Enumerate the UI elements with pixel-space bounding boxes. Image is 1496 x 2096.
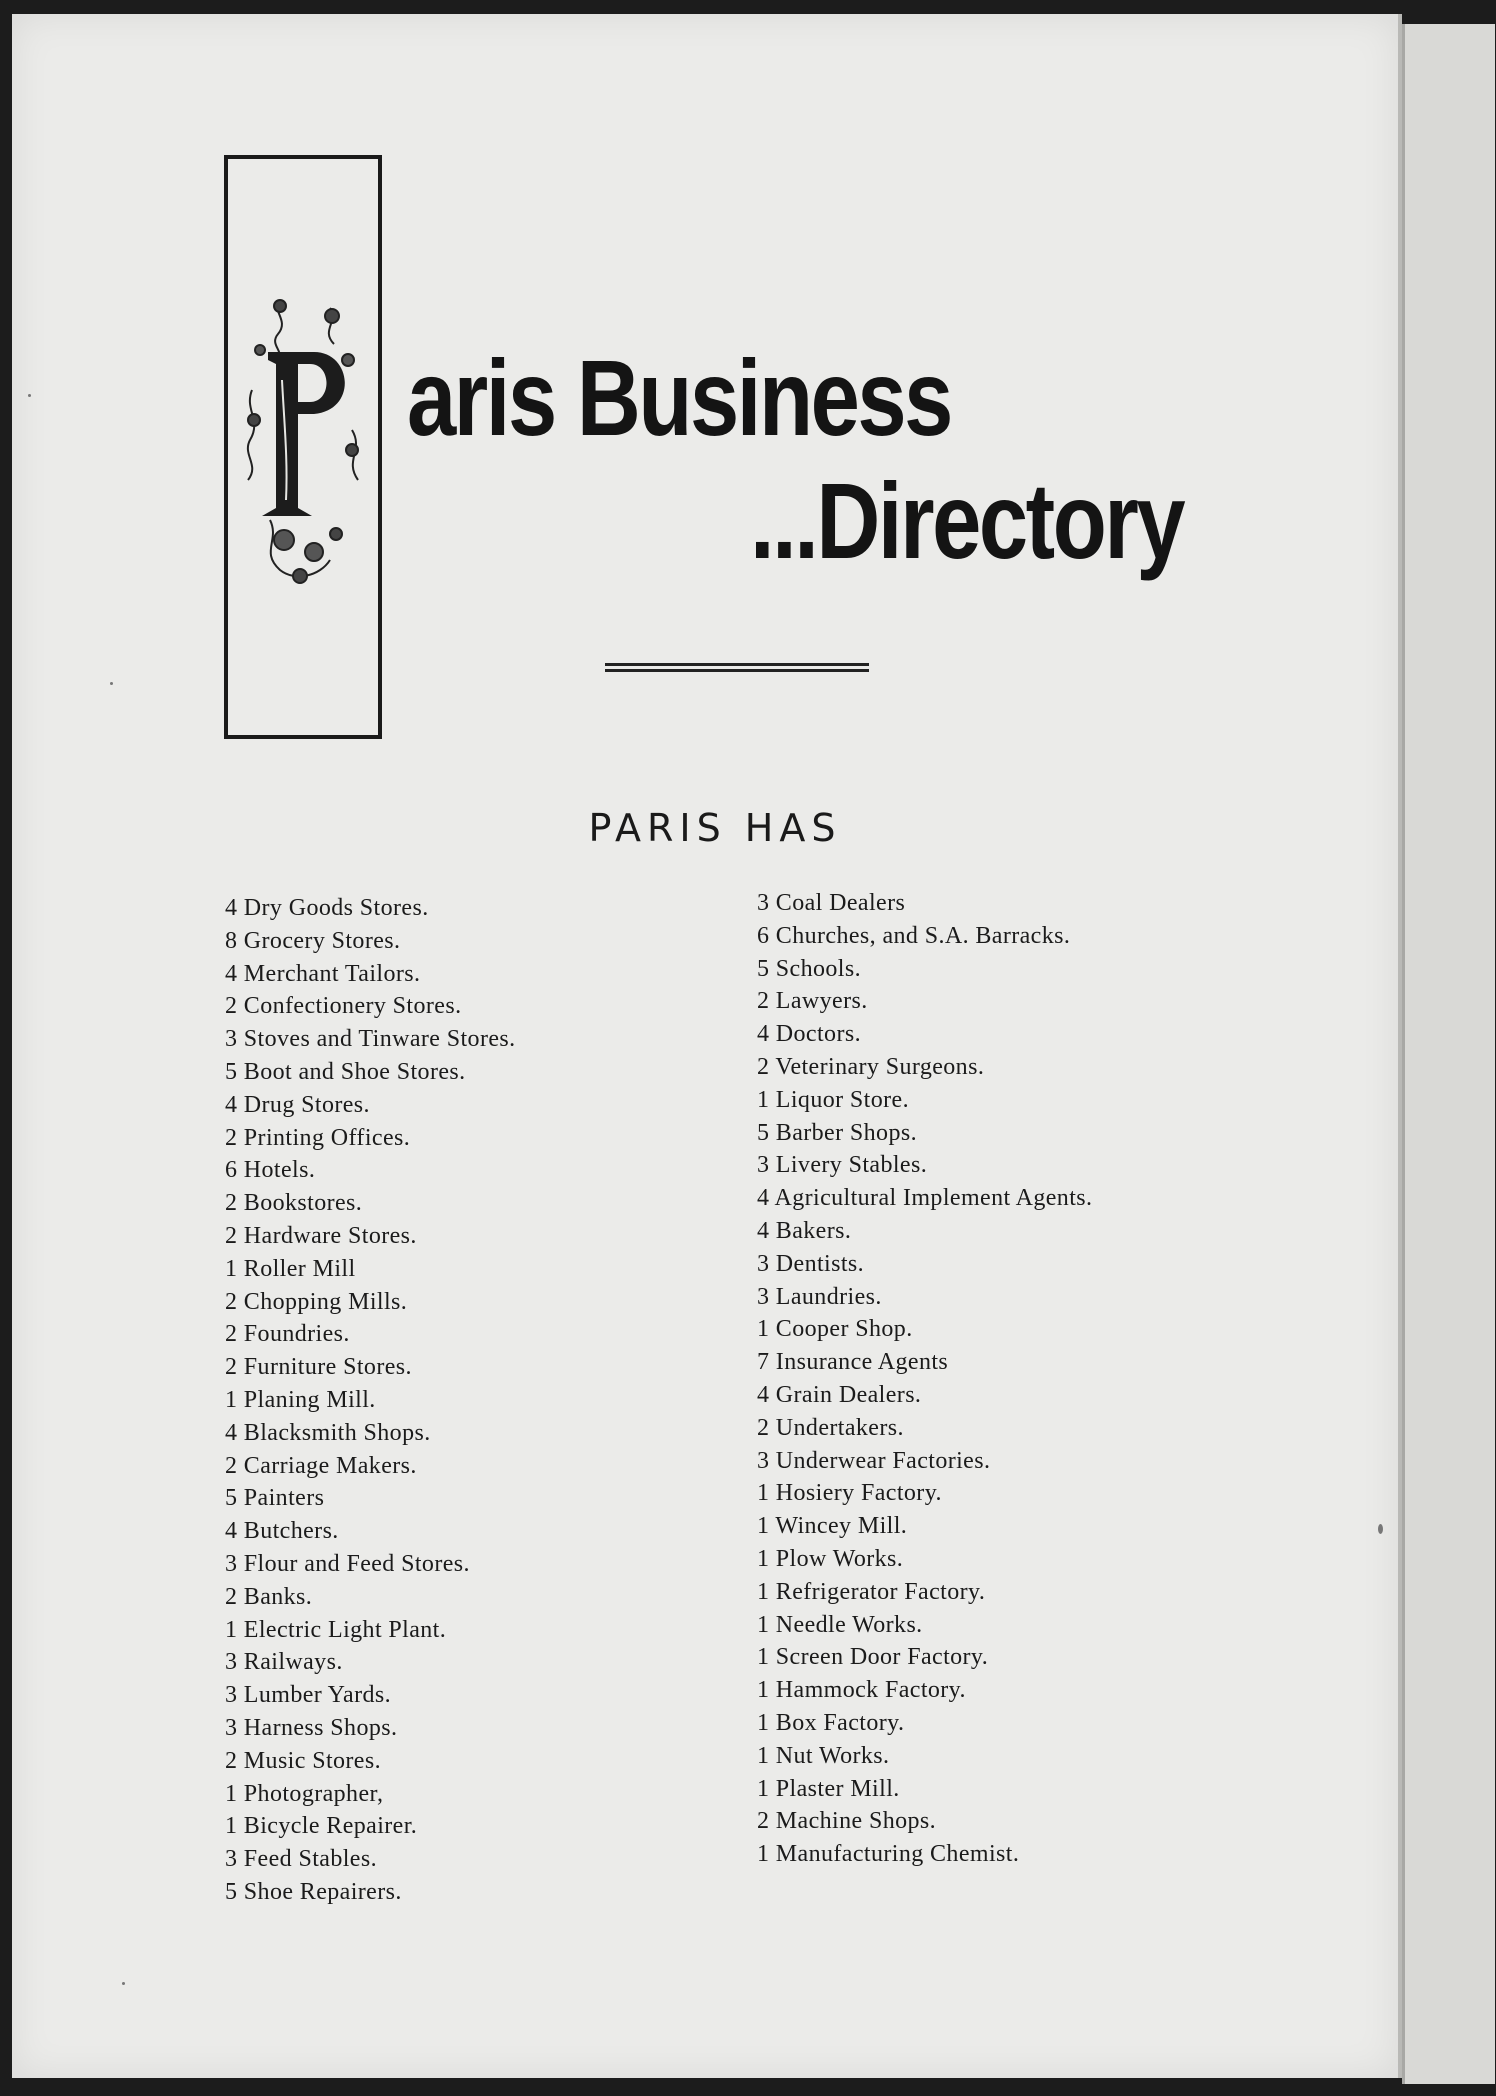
list-item: 4 Merchant Tailors.	[225, 960, 421, 987]
directory-page	[12, 14, 1402, 2078]
list-item: 1 Cooper Shop.	[757, 1316, 913, 1343]
list-item: 3 Dentists.	[757, 1250, 865, 1277]
list-item: 2 Confectionery Stores.	[225, 993, 462, 1020]
list-item: 2 Bookstores.	[225, 1190, 363, 1217]
list-item: 4 Doctors.	[757, 1021, 861, 1048]
list-item: 1 Nut Works.	[757, 1742, 890, 1769]
right-business-list	[757, 887, 1092, 1871]
list-item: 1 Bicycle Repairer.	[225, 1813, 418, 1840]
list-item: 1 Wincey Mill.	[757, 1513, 908, 1540]
list-item: 3 Coal Dealers	[757, 890, 906, 916]
list-item: 1 Needle Works.	[757, 1611, 923, 1638]
list-item: 1 Box Factory.	[757, 1709, 905, 1736]
title-line-1: aris Business	[407, 337, 951, 458]
list-item: 1 Planing Mill.	[225, 1386, 376, 1413]
list-item: 1 Plaster Mill.	[757, 1775, 900, 1802]
list-item: 3 Railways.	[225, 1649, 343, 1676]
list-item: 2 Lawyers.	[757, 988, 868, 1015]
list-item: 1 Hosiery Factory.	[757, 1480, 942, 1507]
list-item: 2 Machine Shops.	[757, 1808, 937, 1835]
title-rule-divider	[605, 663, 869, 672]
title-line-2: ...Directory	[750, 460, 1184, 581]
list-item: 4 Drug Stores.	[225, 1091, 370, 1118]
list-item: 1 Hammock Factory.	[757, 1677, 966, 1704]
list-item: 3 Livery Stables.	[757, 1152, 928, 1179]
list-item: 5 Schools.	[757, 955, 862, 982]
list-item: 2 Foundries.	[225, 1321, 350, 1348]
list-item: 4 Grain Dealers.	[757, 1381, 922, 1408]
list-item: 2 Furniture Stores.	[225, 1354, 412, 1381]
paper-speck	[28, 394, 31, 397]
list-item: 3 Feed Stables.	[225, 1846, 377, 1873]
list-item: 4 Bakers.	[757, 1217, 852, 1244]
list-item: 4 Agricultural Implement Agents.	[757, 1185, 1093, 1212]
list-item: 1 Liquor Store.	[757, 1086, 909, 1113]
left-business-list	[225, 892, 516, 1909]
list-item: 2 Hardware Stores.	[225, 1222, 417, 1249]
list-item: 4 Butchers.	[225, 1518, 339, 1545]
list-item: 2 Veterinary Surgeons.	[757, 1053, 985, 1080]
ornamental-initial-p-icon	[240, 290, 366, 590]
paper-speck	[1378, 1524, 1383, 1534]
list-item: 2 Banks.	[225, 1583, 313, 1610]
facing-page-edge	[1402, 24, 1495, 2084]
list-item: 6 Hotels.	[225, 1157, 316, 1184]
list-item: 1 Manufacturing Chemist.	[757, 1841, 1020, 1868]
list-item: 2 Chopping Mills.	[225, 1288, 408, 1315]
paper-speck	[110, 682, 113, 685]
paper-speck	[122, 1982, 125, 1985]
list-item: 5 Shoe Repairers.	[225, 1878, 402, 1905]
list-item: 3 Laundries.	[757, 1283, 882, 1310]
list-item: 3 Underwear Factories.	[757, 1447, 991, 1474]
list-item: 1 Screen Door Factory.	[757, 1644, 989, 1671]
list-item: 5 Boot and Shoe Stores.	[225, 1058, 466, 1085]
list-item: 4 Blacksmith Shops.	[225, 1419, 431, 1446]
list-item: 5 Barber Shops.	[757, 1119, 917, 1146]
list-item: 6 Churches, and S.A. Barracks.	[757, 922, 1071, 949]
list-item: 2 Carriage Makers.	[225, 1452, 417, 1479]
list-item: 7 Insurance Agents	[757, 1349, 949, 1376]
list-item: 3 Flour and Feed Stores.	[225, 1550, 470, 1577]
list-item: 2 Music Stores.	[225, 1747, 381, 1774]
list-item: 8 Grocery Stores.	[225, 927, 401, 954]
list-item: 3 Harness Shops.	[225, 1714, 398, 1741]
list-item: 5 Painters	[225, 1485, 325, 1512]
list-item: 4 Dry Goods Stores.	[225, 895, 429, 921]
list-item: 1 Photographer,	[225, 1780, 384, 1807]
list-item: 3 Lumber Yards.	[225, 1682, 391, 1709]
list-item: 1 Electric Light Plant.	[225, 1616, 447, 1643]
list-item: 1 Plow Works.	[757, 1545, 904, 1572]
list-item: 1 Roller Mill	[225, 1255, 356, 1282]
list-item: 3 Stoves and Tinware Stores.	[225, 1026, 516, 1053]
list-item: 1 Refrigerator Factory.	[757, 1578, 986, 1605]
section-heading: PARIS HAS	[588, 806, 842, 850]
list-item: 2 Printing Offices.	[225, 1124, 411, 1151]
list-item: 2 Undertakers.	[757, 1414, 904, 1441]
